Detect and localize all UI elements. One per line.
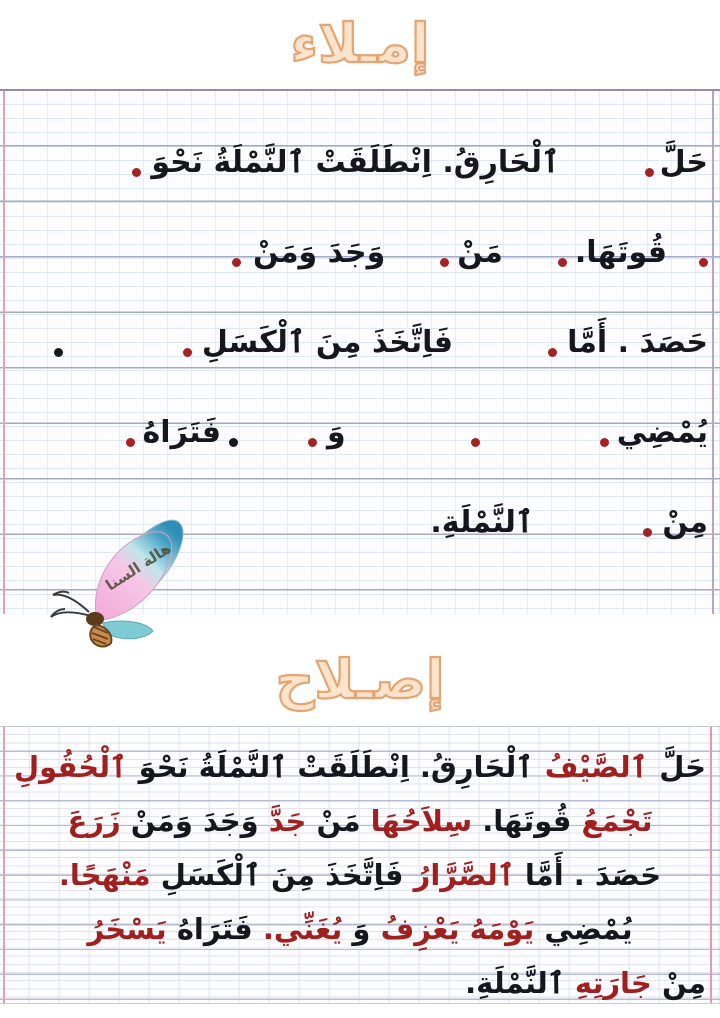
corrected-word: يَوْمَهُ يَعْزِفُ	[380, 912, 535, 946]
corrected-word: يُغَنِّي.	[262, 912, 343, 946]
corrected-word: سِلاَحُهَا	[370, 804, 473, 838]
arabic-word: فَتَرَاهُ	[176, 912, 253, 946]
section-title-correction: إصـلاح	[275, 648, 445, 711]
blank-space	[667, 251, 699, 253]
blank-space	[141, 161, 151, 163]
butterfly-image	[45, 515, 215, 653]
arabic-word: مِنْ	[662, 504, 708, 540]
blank-space	[449, 251, 457, 253]
correction-line	[0, 794, 720, 848]
blank-space	[609, 431, 617, 433]
blank-space	[63, 341, 183, 343]
arabic-word: حَصَدَ . أَمَّا	[567, 324, 708, 360]
blank-space	[503, 251, 558, 253]
blank-space	[221, 431, 229, 433]
blank-marker-dot	[645, 168, 654, 177]
blank-space	[654, 161, 660, 163]
blank-space	[241, 251, 253, 253]
arabic-word: يُمْضِي	[616, 414, 708, 450]
blank-space	[652, 521, 662, 523]
watermark-text: هالة السنا	[102, 539, 175, 595]
corrected-word: زَرَعَ	[67, 804, 121, 838]
butterfly-antennae	[51, 592, 91, 617]
arabic-word: قُوتَهَا.	[574, 234, 667, 270]
blank-marker-dot	[643, 528, 652, 537]
blank-marker-dot	[471, 438, 480, 447]
blank-marker-dot	[558, 258, 567, 267]
correction-line	[0, 902, 720, 956]
arabic-word: وَجَدَ وَمَنْ	[252, 234, 386, 270]
dictation-text-block	[0, 117, 720, 567]
blank-marker-dot	[699, 258, 708, 267]
correction-line	[0, 740, 720, 794]
period-dot	[229, 438, 238, 447]
corrected-word: ٱلصَّرَّارُ	[413, 858, 515, 892]
blank-marker-dot	[600, 438, 609, 447]
corrected-word: يَسْخَرُ	[87, 912, 167, 946]
blank-space	[385, 251, 440, 253]
dictation-line	[0, 117, 720, 207]
arabic-word: ٱلْحَارِقُ. اِنْطَلَقَتْ ٱلنَّمْلَةُ نَحْوَ	[138, 750, 534, 784]
arabic-word: يُمْضِي	[544, 912, 633, 946]
dictation-line	[0, 207, 720, 297]
arabic-word: مِنْ	[661, 966, 706, 1000]
arabic-word: وَ	[352, 912, 371, 946]
blank-marker-dot	[548, 348, 557, 357]
blank-space	[567, 251, 575, 253]
arabic-word: ٱلنَّمْلَةِ.	[465, 966, 565, 1000]
arabic-word: مَنْ	[457, 234, 503, 270]
arabic-word: وَ	[327, 414, 346, 450]
corrected-word: ٱلصَّيْفُ	[544, 750, 648, 784]
blank-marker-dot	[232, 258, 241, 267]
section-title-dictation: إمـلاء	[290, 12, 430, 75]
blank-space	[238, 431, 308, 433]
corrected-word: ٱلْحُقُولِ	[14, 750, 128, 784]
blank-space	[560, 161, 645, 163]
blank-space	[135, 431, 143, 433]
period-dot	[54, 348, 63, 357]
corrected-word: جَارَتِهِ	[574, 966, 652, 1000]
arabic-word: فَاِتَّخَذَ مِنَ ٱلْكَسَلِ	[201, 324, 454, 360]
blank-marker-dot	[126, 438, 135, 447]
dictation-line	[0, 387, 720, 477]
dictation-line	[0, 297, 720, 387]
correction-text-block	[0, 740, 720, 1010]
blank-space	[317, 431, 327, 433]
blank-marker-dot	[308, 438, 317, 447]
correction-line	[0, 848, 720, 902]
blank-space	[192, 341, 202, 343]
arabic-word: حَصَدَ . أَمَّا	[524, 858, 662, 892]
arabic-word: ٱلنَّمْلَةِ.	[430, 504, 534, 540]
arabic-word: حَلَّ	[659, 144, 708, 180]
arabic-word: قُوتَهَا.	[482, 804, 572, 838]
corrected-word: مَنْهَجًا.	[58, 858, 151, 892]
blank-space	[453, 341, 548, 343]
corrected-word: تَجْمَعُ	[581, 804, 653, 838]
arabic-word: فَتَرَاهُ	[142, 414, 222, 450]
arabic-word: فَاِتَّخَذَ مِنَ ٱلْكَسَلِ	[160, 858, 404, 892]
arabic-word: مَنْ	[316, 804, 361, 838]
blank-marker-dot	[183, 348, 192, 357]
arabic-word: حَلَّ	[659, 750, 706, 784]
blank-space	[557, 341, 567, 343]
arabic-word: ٱلْحَارِقُ. اِنْطَلَقَتْ ٱلنَّمْلَةُ نَحْوَ	[151, 144, 560, 180]
blank-space	[480, 431, 600, 433]
correction-line	[0, 956, 720, 1010]
blank-space	[346, 431, 471, 433]
blank-marker-dot	[132, 168, 141, 177]
corrected-word: جَدَّ	[268, 804, 307, 838]
blank-marker-dot	[440, 258, 449, 267]
arabic-word: وَجَدَ وَمَنْ	[130, 804, 259, 838]
blank-space	[533, 521, 643, 523]
